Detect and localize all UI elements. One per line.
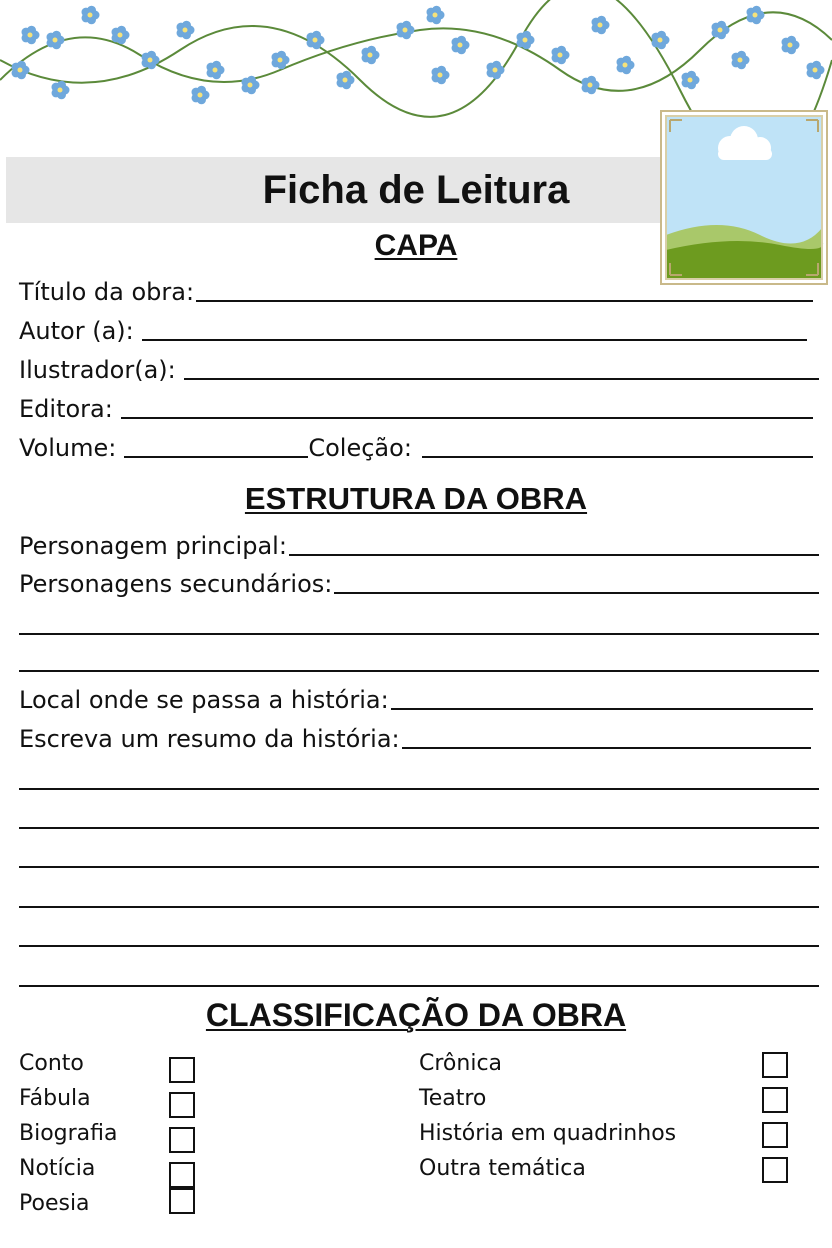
editora-line[interactable] <box>121 417 813 419</box>
field-volume-colecao <box>19 431 813 463</box>
volume-line[interactable] <box>124 456 308 458</box>
checkbox-cronica[interactable] <box>762 1052 788 1078</box>
flower-icon <box>592 16 610 35</box>
field-label: Coleção: <box>308 434 412 462</box>
flower-icon <box>732 51 750 70</box>
option-label: Crônica <box>419 1051 503 1076</box>
option-label: Conto <box>19 1051 84 1076</box>
flower-icon <box>52 81 70 100</box>
flower-icon <box>747 6 765 25</box>
field-ilustrador <box>19 353 819 385</box>
flower-icon <box>427 6 445 25</box>
option-label: Outra temática <box>419 1156 586 1181</box>
option-label: Poesia <box>19 1191 90 1216</box>
checkbox-teatro[interactable] <box>762 1087 788 1113</box>
field-label: Volume: <box>19 434 117 462</box>
flower-icon <box>617 56 635 75</box>
checkbox-poesia[interactable] <box>169 1188 195 1214</box>
blank-line[interactable] <box>19 906 819 908</box>
section-heading-estrutura: ESTRUTURA DA OBRA <box>244 481 588 516</box>
colecao-line[interactable] <box>422 456 813 458</box>
field-label: Autor (a): <box>19 317 134 345</box>
flower-icon <box>337 71 355 90</box>
field-personagens-secundarios <box>19 567 819 599</box>
personagem-principal-line[interactable] <box>289 554 819 556</box>
field-local <box>19 683 813 715</box>
option-label: Teatro <box>419 1086 487 1111</box>
flower-icon <box>432 66 450 85</box>
field-label: Personagem principal: <box>19 532 287 560</box>
checkbox-fabula[interactable] <box>169 1092 195 1118</box>
field-label: Escreva um resumo da história: <box>19 725 400 753</box>
page-title: Ficha de Leitura <box>262 168 570 212</box>
ilustrador-line[interactable] <box>184 378 819 380</box>
field-label: Personagens secundários: <box>19 570 333 598</box>
flower-icon <box>177 21 195 40</box>
flower-icon <box>682 71 700 90</box>
field-resumo <box>19 722 811 754</box>
section-heading-classificacao: CLASSIFICAÇÃO DA OBRA <box>205 997 627 1033</box>
local-line[interactable] <box>391 708 813 710</box>
flower-icon <box>12 61 30 80</box>
option-label: Fábula <box>19 1086 91 1111</box>
flower-icon <box>517 31 535 50</box>
blank-line[interactable] <box>19 827 819 829</box>
titulo-line[interactable] <box>196 300 813 302</box>
flower-icon <box>552 46 570 65</box>
flower-icon <box>582 76 600 95</box>
option-label: Notícia <box>19 1156 96 1181</box>
field-titulo <box>19 275 813 307</box>
field-label: Local onde se passa a história: <box>19 686 389 714</box>
section-heading-capa: CAPA <box>374 229 458 262</box>
flower-icon <box>47 31 65 50</box>
field-autor <box>19 314 807 346</box>
flower-icon <box>307 31 325 50</box>
flower-icon <box>82 6 100 25</box>
blank-line[interactable] <box>19 985 819 987</box>
checkbox-biografia[interactable] <box>169 1127 195 1153</box>
flower-icon <box>22 26 40 45</box>
personagens-secundarios-line[interactable] <box>334 592 819 594</box>
flower-icon <box>782 36 800 55</box>
checkbox-outra-tematica[interactable] <box>762 1157 788 1183</box>
blank-line[interactable] <box>19 633 819 635</box>
autor-line[interactable] <box>142 339 807 341</box>
checkbox-historia-em-quadrinhos[interactable] <box>762 1122 788 1148</box>
option-label: Biografia <box>19 1121 118 1146</box>
blank-line[interactable] <box>19 945 819 947</box>
blank-line[interactable] <box>19 788 819 790</box>
resumo-line[interactable] <box>402 747 811 749</box>
checkbox-conto[interactable] <box>169 1057 195 1083</box>
field-label: Ilustrador(a): <box>19 356 176 384</box>
flower-icon <box>652 31 670 50</box>
field-label: Editora: <box>19 395 113 423</box>
field-editora <box>19 392 813 424</box>
flower-icon <box>362 46 380 65</box>
flower-icon <box>112 26 130 45</box>
option-label: História em quadrinhos <box>419 1121 677 1146</box>
flower-icon <box>487 61 505 80</box>
checkbox-noticia[interactable] <box>169 1162 195 1188</box>
flower-icon <box>142 51 160 70</box>
blank-line[interactable] <box>19 866 819 868</box>
flower-icon <box>452 36 470 55</box>
field-personagem-principal <box>19 529 819 561</box>
field-label: Título da obra: <box>19 278 195 306</box>
blank-line[interactable] <box>19 670 819 672</box>
flower-icon <box>807 61 825 80</box>
flower-icon <box>192 86 210 105</box>
flower-icon <box>712 21 730 40</box>
flower-icon <box>207 61 225 80</box>
flower-icon <box>397 21 415 40</box>
